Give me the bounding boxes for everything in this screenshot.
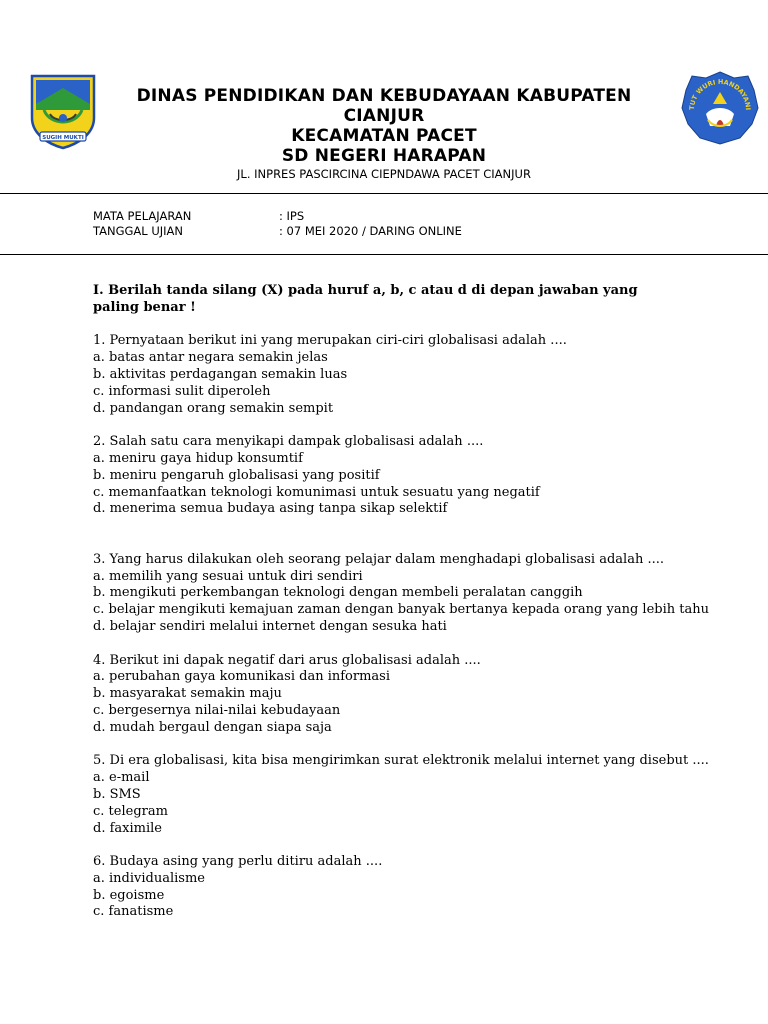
- district-name: KECAMATAN PACET: [291, 126, 477, 146]
- option-d: d. menerima semua budaya asing tanpa sikap selektif: [93, 501, 448, 517]
- option-c: c. memanfaatkan teknologi komunimasi untuk sesuatu yang negatif: [93, 484, 540, 500]
- question-text: 2. Salah satu cara menyikapi dampak globalisasi adalah ....: [93, 434, 484, 450]
- question-text: 6. Budaya asing yang perlu ditiru adalah ....: [93, 854, 383, 870]
- exam-content: [93, 283, 709, 921]
- date-value: : 07 MEI 2020 / DARING ONLINE: [279, 223, 462, 238]
- letterhead-title: [100, 86, 668, 166]
- cianjur-regency-logo: [30, 74, 96, 150]
- subject-row: [93, 209, 462, 224]
- header-divider-top: [0, 193, 768, 194]
- date-label: TANGGAL UJIAN: [93, 223, 184, 238]
- option-b: b. masyarakat semakin maju: [93, 686, 282, 702]
- question-text: 3. Yang harus dilakukan oleh seorang pelajar dalam menghadapi globalisasi adalah ....: [93, 551, 664, 567]
- option-a: a. memilih yang sesuai untuk diri sendiri: [93, 568, 363, 584]
- question-2: [93, 434, 693, 518]
- option-a: a. individualisme: [93, 870, 205, 886]
- date-row: [93, 224, 462, 239]
- question-text: 1. Pernyataan berikut ini yang merupakan ciri-ciri globalisasi adalah ....: [93, 333, 567, 349]
- option-a: a. perubahan gaya komunikasi dan informasi: [93, 669, 391, 685]
- logo-motto-text: SUGIH MUKTI: [42, 135, 84, 141]
- option-a: a. e-mail: [93, 770, 150, 786]
- option-d: d. belajar sendiri melalui internet dengan sesuka hati: [93, 618, 447, 634]
- option-b: b. meniru pengaruh globalisasi yang positif: [93, 467, 380, 483]
- logo-slogan-text: TUT WURI HANDAYANI: [687, 77, 753, 111]
- question-3: [93, 551, 709, 636]
- question-5: [93, 753, 709, 837]
- question-6: [93, 854, 693, 921]
- option-d: d. pandangan orang semakin sempit: [93, 400, 334, 416]
- option-b: b. SMS: [93, 786, 141, 802]
- regency-name: CIANJUR: [343, 106, 425, 126]
- option-c: c. belajar mengikuti kemajuan zaman dengan banyak bertanya kepada orang yang lebih tahu: [93, 602, 709, 618]
- header-divider-bottom: [0, 254, 768, 255]
- option-a: a. batas antar negara semakin jelas: [93, 350, 328, 366]
- option-a: a. meniru gaya hidup konsumtif: [93, 450, 303, 466]
- option-d: d. mudah bergaul dengan siapa saja: [93, 719, 332, 735]
- school-address: JL. INPRES PASCIRCINA CIEPNDAWA PACET CIANJUR: [237, 167, 531, 181]
- school-name: SD NEGERI HARAPAN: [281, 146, 487, 166]
- question-1: [93, 333, 693, 417]
- subject-label: MATA PELAJARAN: [93, 209, 192, 223]
- question-text: 5. Di era globalisasi, kita bisa mengirimkan surat elektronik melalui internet yang disebut ....: [93, 753, 709, 769]
- option-c: c. bergesernya nilai-nilai kebudayaan: [93, 702, 341, 718]
- question-text: 4. Berikut ini dapak negatif dari arus globalisasi adalah ....: [93, 652, 481, 668]
- option-c: c. telegram: [93, 803, 168, 819]
- option-c: c. fanatisme: [93, 904, 174, 920]
- instruction-text: I. Berilah tanda silang (X) pada huruf a, b, c atau d di depan jawaban yang paling benar !: [93, 283, 638, 315]
- exam-info: [93, 209, 462, 238]
- tut-wuri-handayani-logo: [680, 70, 760, 146]
- option-b: b. egoisme: [93, 887, 165, 903]
- option-c: c. informasi sulit diperoleh: [93, 383, 271, 399]
- option-b: b. mengikuti perkembangan teknologi dengan membeli peralatan canggih: [93, 585, 583, 601]
- question-4: [93, 653, 693, 737]
- option-b: b. aktivitas perdagangan semakin luas: [93, 366, 348, 382]
- subject-value: : IPS: [279, 209, 305, 223]
- option-d: d. faximile: [93, 820, 162, 836]
- agency-name: DINAS PENDIDIKAN DAN KEBUDAYAAN KABUPATEN: [136, 86, 632, 106]
